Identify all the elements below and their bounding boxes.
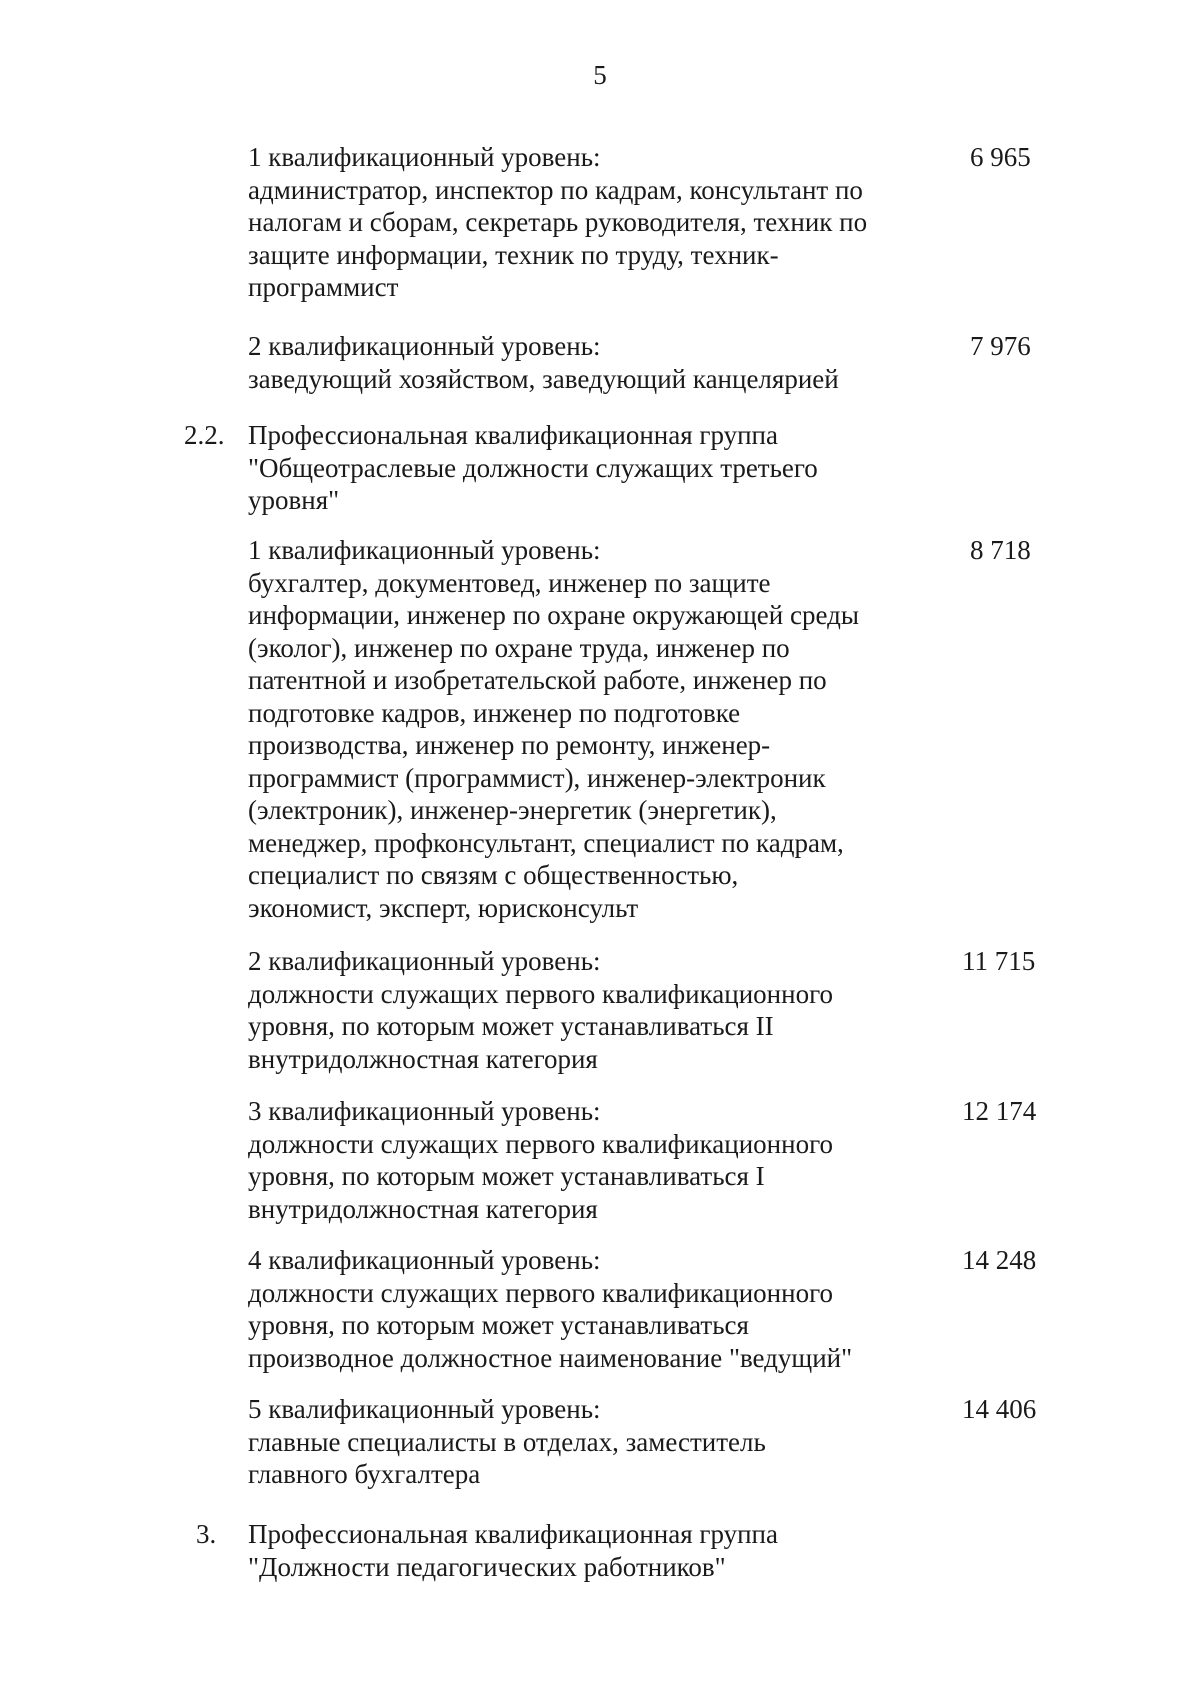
salary-amount: 14 406 bbox=[962, 1394, 1037, 1424]
salary-amount: 7 976 bbox=[970, 331, 1031, 361]
position-list-line: уровня, по которым может устанавливаться I bbox=[248, 1161, 765, 1191]
position-list-line: подготовке кадров, инженер по подготовке bbox=[248, 697, 741, 728]
level-title: 2 квалификационный уровень: bbox=[248, 946, 601, 976]
position-list-line: экономист, эксперт, юрисконсульт bbox=[248, 892, 639, 923]
page-number: 5 bbox=[593, 60, 607, 90]
position-list-line: должности служащих первого квалификационного bbox=[248, 1128, 833, 1159]
level-description bbox=[248, 945, 918, 1075]
level-description bbox=[248, 141, 918, 304]
group-number: 2.2. bbox=[184, 420, 225, 450]
position-list-line: менеджер, профконсультант, специалист по кадрам, bbox=[248, 827, 844, 858]
group-title-line: "Общеотраслевые должности служащих третьего bbox=[248, 452, 818, 483]
position-list-line: главные специалисты в отделах, заместитель bbox=[248, 1426, 766, 1457]
position-list-line: внутридолжностная категория bbox=[248, 1193, 598, 1224]
level-description bbox=[248, 1244, 918, 1374]
position-list-line: производства, инженер по ремонту, инженер- bbox=[248, 730, 771, 760]
level-description bbox=[248, 330, 918, 395]
position-list-line: специалист по связям с общественностью, bbox=[248, 860, 739, 890]
position-list-line: производное должностное наименование "ведущий" bbox=[248, 1342, 853, 1373]
group-title-line: Профессиональная квалификационная группа bbox=[248, 420, 778, 450]
level-title: 1 квалификационный уровень: bbox=[248, 535, 601, 565]
position-list-line: защите информации, техник по труду, техник- bbox=[248, 239, 779, 270]
salary-amount: 11 715 bbox=[962, 946, 1036, 976]
group-title bbox=[248, 419, 918, 517]
salary-amount: 8 718 bbox=[970, 535, 1031, 565]
level-description bbox=[248, 1095, 918, 1225]
salary-amount: 14 248 bbox=[962, 1245, 1037, 1275]
level-title: 2 квалификационный уровень: bbox=[248, 331, 601, 361]
position-list-line: программист bbox=[248, 272, 399, 302]
position-list-line: главного бухгалтера bbox=[248, 1459, 481, 1489]
position-list-line: уровня, по которым может устанавливаться II bbox=[248, 1011, 774, 1041]
position-list-line: должности служащих первого квалификационного bbox=[248, 978, 833, 1009]
group-title-line: "Должности педагогических работников" bbox=[248, 1551, 726, 1582]
position-list-line: администратор, инспектор по кадрам, консультант по bbox=[248, 174, 863, 205]
level-description bbox=[248, 1393, 918, 1491]
position-list-line: должности служащих первого квалификационного bbox=[248, 1277, 833, 1308]
level-description bbox=[248, 534, 918, 924]
level-title: 1 квалификационный уровень: bbox=[248, 142, 601, 172]
position-list-line: внутридолжностная категория bbox=[248, 1043, 598, 1074]
salary-amount: 12 174 bbox=[962, 1096, 1037, 1126]
position-list-line: информации, инженер по охране окружающей среды bbox=[248, 600, 859, 630]
position-list-line: программист (программист), инженер-электроник bbox=[248, 762, 826, 793]
position-list-line: (электроник), инженер-энергетик (энергетик), bbox=[248, 795, 777, 825]
level-title: 5 квалификационный уровень: bbox=[248, 1394, 601, 1424]
position-list-line: патентной и изобретательской работе, инженер по bbox=[248, 665, 827, 695]
group-title bbox=[248, 1518, 918, 1583]
position-list-line: заведующий хозяйством, заведующий канцелярией bbox=[248, 363, 839, 394]
group-title-line: Профессиональная квалификационная группа bbox=[248, 1519, 778, 1549]
position-list-line: уровня, по которым может устанавливаться bbox=[248, 1310, 749, 1340]
level-title: 3 квалификационный уровень: bbox=[248, 1096, 601, 1126]
position-list-line: налогам и сборам, секретарь руководителя, техник по bbox=[248, 207, 868, 237]
level-title: 4 квалификационный уровень: bbox=[248, 1245, 601, 1275]
position-list-line: (эколог), инженер по охране труда, инженер по bbox=[248, 632, 790, 663]
group-title-line: уровня" bbox=[248, 485, 340, 515]
position-list-line: бухгалтер, документовед, инженер по защите bbox=[248, 567, 771, 598]
group-number: 3. bbox=[196, 1519, 217, 1549]
salary-amount: 6 965 bbox=[970, 142, 1031, 172]
